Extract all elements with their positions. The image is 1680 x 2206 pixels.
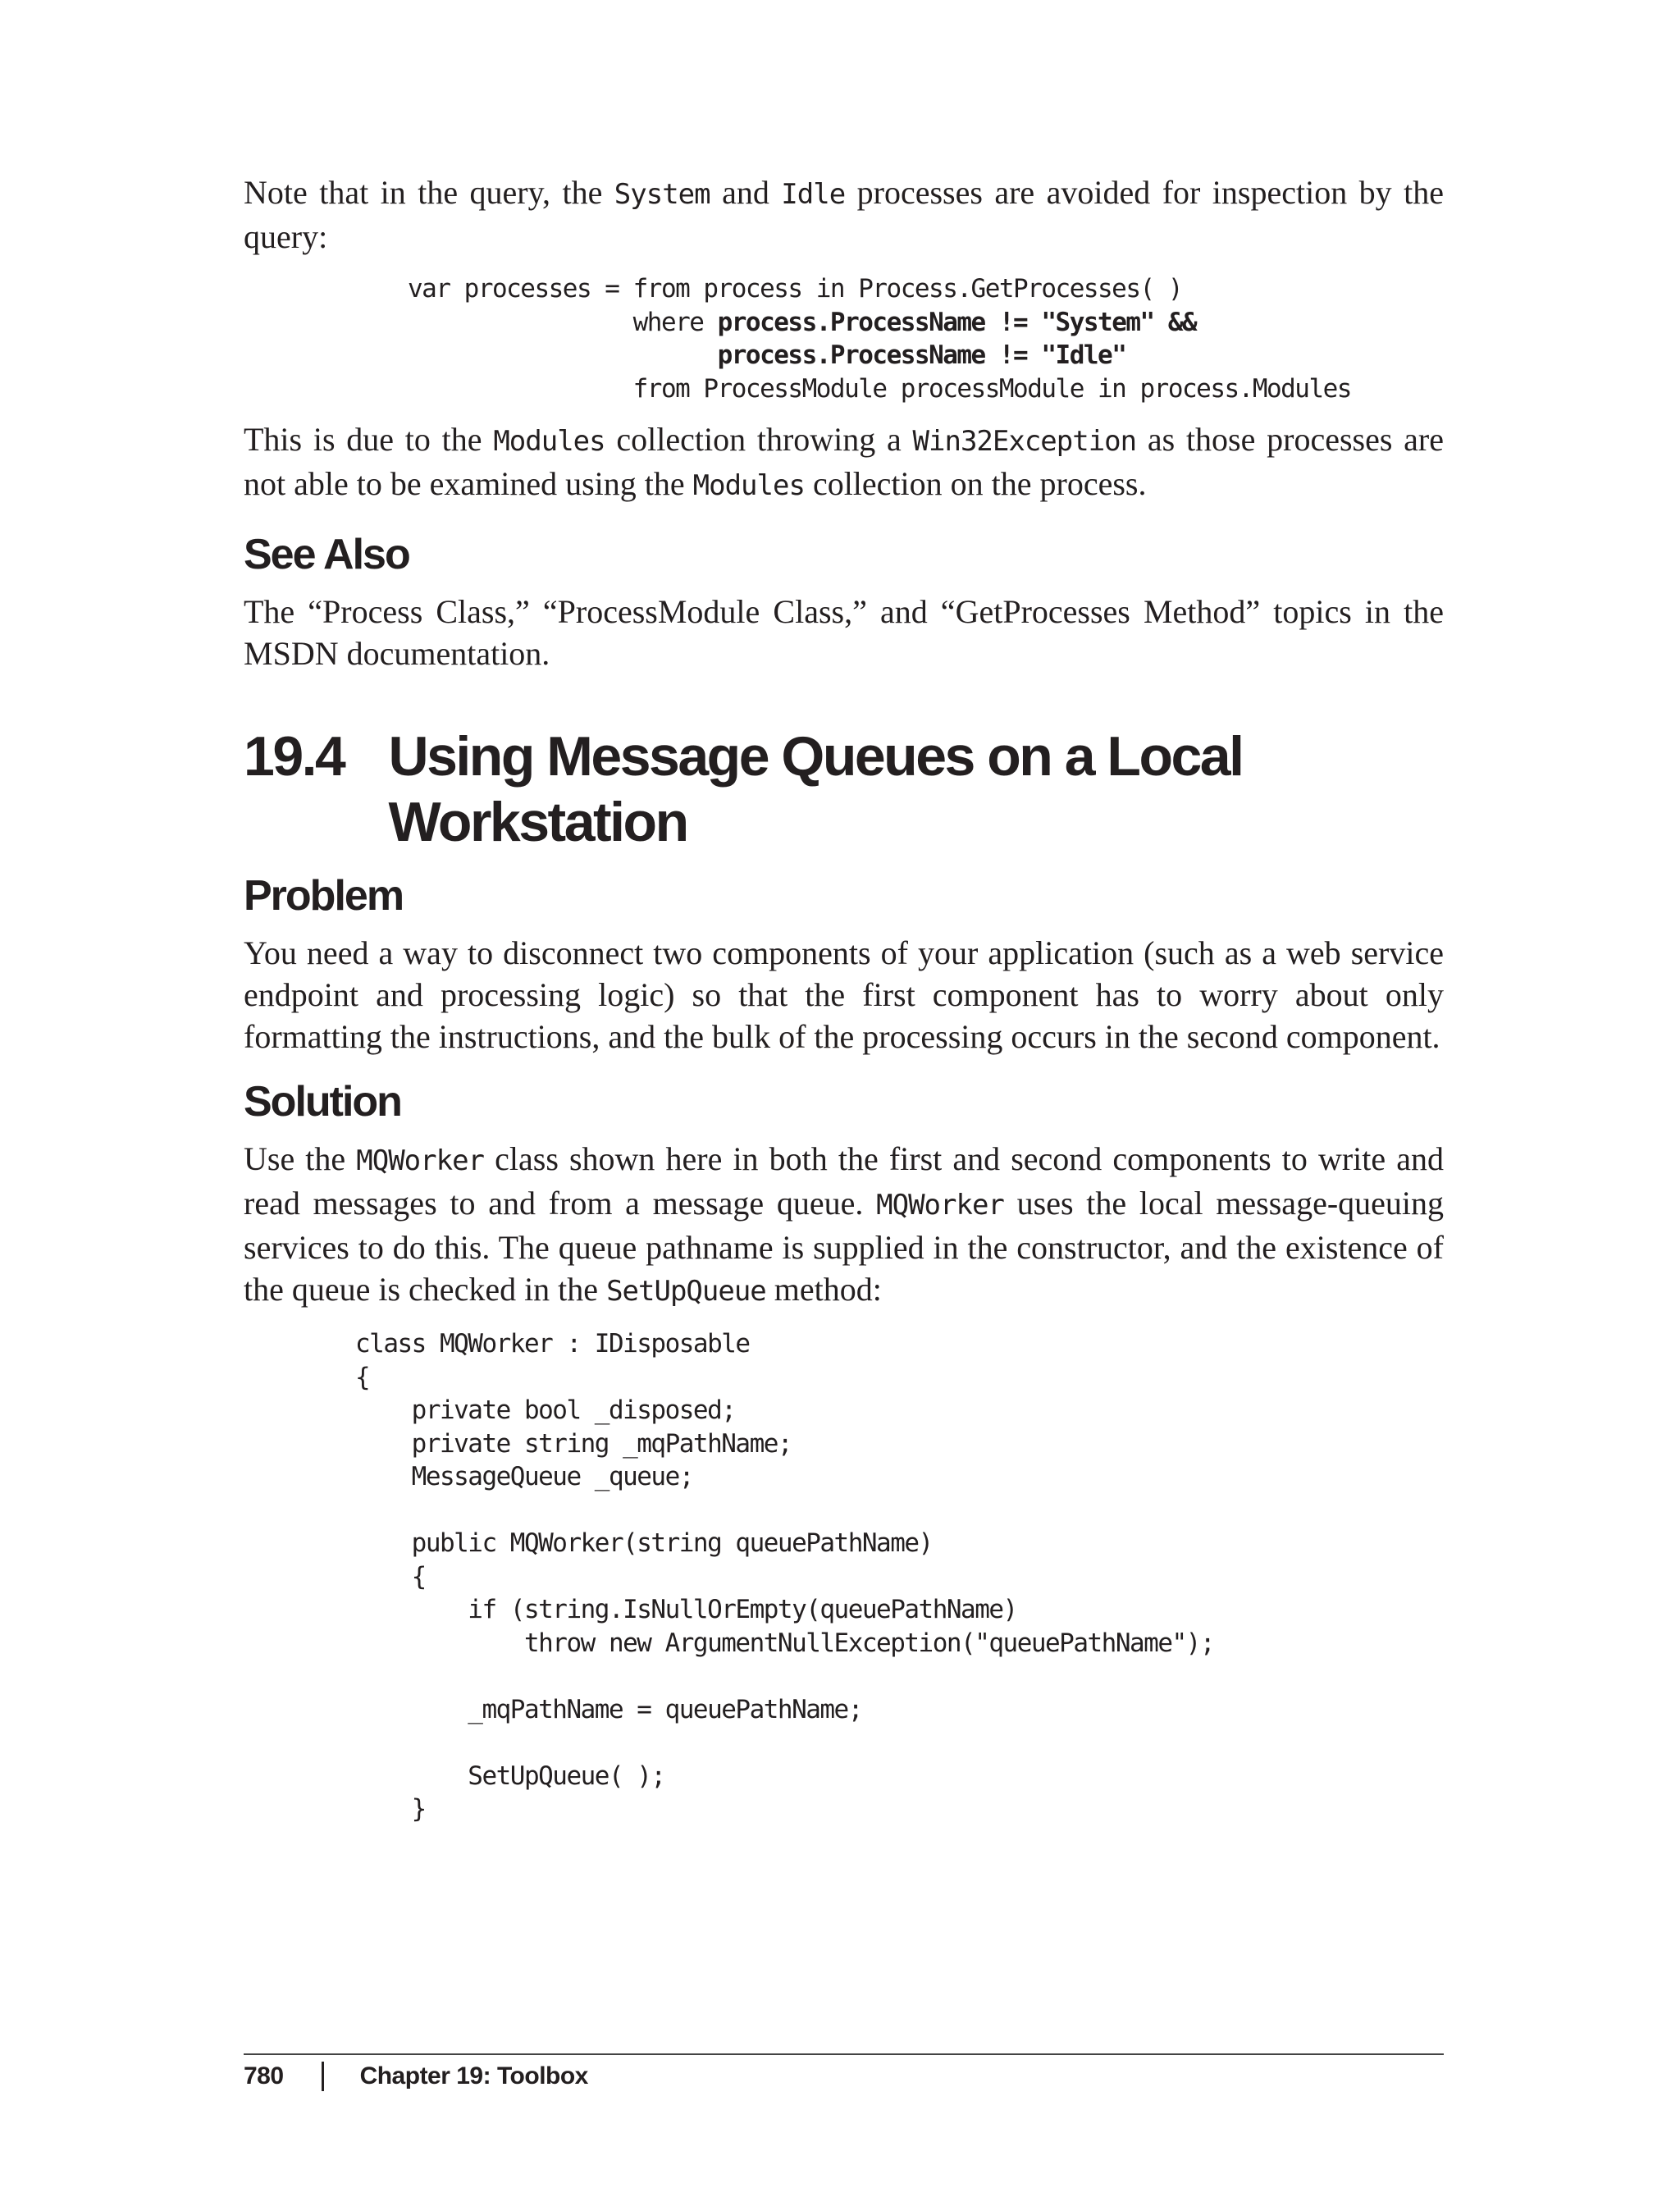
intro-text-c: processes are avoided for inspection by the query: [244, 174, 1444, 255]
solution-heading: Solution [244, 1078, 401, 1126]
code-line: var processes = from process in Process.GetProcesses( ) [408, 274, 1182, 304]
code-line: MessageQueue _queue; [355, 1462, 693, 1491]
code-line: if (string.IsNullOrEmpty(queuePathName) [355, 1595, 1017, 1624]
inline-code-modules: Modules [692, 469, 805, 502]
after-query-text-b: collection throwing a [605, 421, 913, 458]
after-query-text-a: This is due to the [244, 421, 494, 458]
code-line [355, 1726, 1444, 1760]
code-line [355, 1494, 1444, 1528]
inline-code-setupqueue: SetUpQueue [606, 1275, 766, 1308]
page-footer [244, 2053, 588, 2099]
after-query-text-d: collection on the process. [804, 465, 1147, 502]
footer-separator [322, 2062, 324, 2091]
after-query-text-c: as those processes are not able to be examined using the [244, 421, 1444, 502]
class-code-block [355, 1327, 1444, 1826]
code-line: public MQWorker(string queuePathName) [355, 1528, 933, 1558]
code-line [355, 1660, 1444, 1693]
code-indent: where [408, 307, 718, 337]
see-also-heading: See Also [244, 531, 409, 578]
inline-code-mqworker: MQWorker [876, 1189, 1004, 1222]
code-line: from ProcessModule processModule in process.Modules [408, 373, 1351, 404]
code-line: throw new ArgumentNullException("queuePathName"); [355, 1628, 1214, 1658]
inline-code-modules: Modules [493, 425, 605, 458]
see-also-paragraph: The “Process Class,” “ProcessModule Class,” and “GetProcesses Method” topics in the MSDN documentation. [244, 593, 1444, 672]
code-indent [408, 340, 718, 370]
after-query-paragraph [244, 418, 1444, 507]
intro-text-a: Note that in the query, the [244, 174, 614, 211]
intro-text-b: and [710, 174, 782, 211]
solution-text-b: class shown here in both the first and second components to write and read messages to and from a message queue. [244, 1140, 1444, 1222]
problem-heading: Problem [244, 872, 404, 920]
inline-code-mqworker: MQWorker [356, 1144, 485, 1177]
inline-code-idle: Idle [781, 178, 846, 211]
code-line: _mqPathName = queuePathName; [355, 1694, 862, 1724]
inline-code-win32exception: Win32Exception [912, 425, 1137, 458]
query-code-block [408, 272, 1444, 405]
code-line: private string _mqPathName; [355, 1428, 792, 1459]
section-number: 19.4 [244, 725, 345, 788]
solution-paragraph [244, 1138, 1444, 1313]
code-line: class MQWorker : IDisposable [355, 1329, 750, 1359]
problem-paragraph: You need a way to disconnect two components of your application (such as a web service endpoint and processing logic) so that the first component has to worry about only formatting the instructions, and the bulk of the processing occurs in the second component. [244, 934, 1444, 1055]
code-line: SetUpQueue( ); [355, 1761, 665, 1791]
code-line [408, 306, 1444, 340]
code-highlight: process.ProcessName != "Idle" [717, 340, 1126, 370]
solution-text-d: method: [765, 1271, 882, 1308]
code-highlight: process.ProcessName != "System" && [717, 307, 1197, 337]
code-line: { [355, 1561, 426, 1592]
section-heading [244, 724, 1444, 855]
page-content [244, 164, 1444, 1826]
code-line [408, 339, 1444, 372]
page-number: 780 [244, 2062, 284, 2090]
code-line: private bool _disposed; [355, 1395, 736, 1425]
section-title: Using Message Queues on a Local Workstation [388, 725, 1243, 853]
solution-text-c: uses the local message-queuing services to do this. The queue pathname is supplied in the constructor, and the existence of the queue is checked in the [244, 1185, 1445, 1308]
intro-paragraph [244, 171, 1444, 258]
code-line: } [355, 1794, 426, 1824]
solution-text-a: Use the [244, 1140, 357, 1177]
chapter-title: Chapter 19: Toolbox [359, 2062, 588, 2090]
code-line: { [355, 1362, 370, 1392]
inline-code-system: System [614, 178, 710, 211]
